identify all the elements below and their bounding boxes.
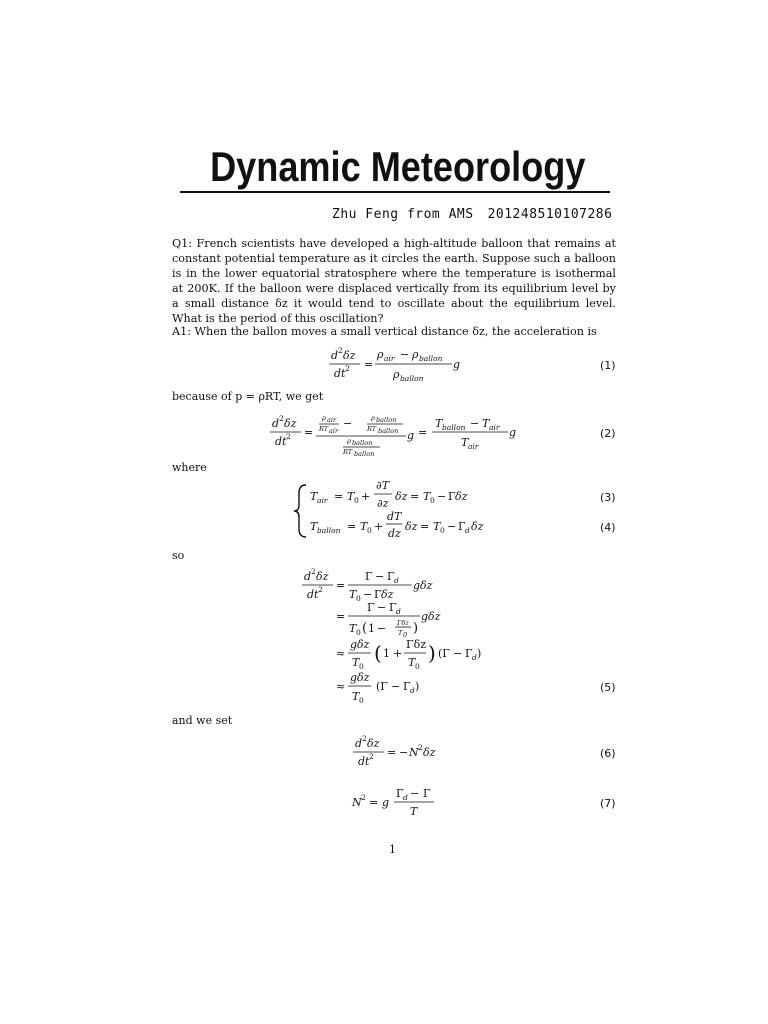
svg-text:T: T [352,690,360,703]
equation-6-tag: (6) [600,747,616,760]
svg-text:0: 0 [415,662,420,671]
equation-5 [302,567,616,705]
answer-1-intro: A1: When the ballon moves a small vertical distance δz, the acceleration is [172,325,597,338]
svg-text:2: 2 [311,567,316,576]
svg-text:ρ: ρ [322,414,326,422]
svg-text:−: − [391,680,401,693]
svg-text:Γ: Γ [387,570,395,583]
svg-text:ρ: ρ [412,348,419,361]
svg-text:=: = [336,610,346,623]
equation-5-tag: (5) [600,681,616,694]
svg-text:=: = [364,358,374,371]
svg-text:T: T [352,656,360,669]
svg-text:=: = [347,520,357,533]
svg-text:δz: δz [395,490,408,503]
svg-text:gδz: gδz [413,579,433,592]
svg-text:−: − [399,746,409,759]
svg-text:g: g [453,358,461,371]
svg-text:T: T [435,417,443,430]
svg-text:d: d [410,686,415,695]
svg-text:T: T [410,805,418,818]
svg-text:=: = [369,796,379,809]
svg-text:1: 1 [368,622,375,635]
svg-text:−: − [400,348,410,361]
svg-text:g: g [382,796,390,809]
equation-1 [329,346,616,383]
svg-text:d: d [465,526,470,535]
svg-text:T: T [423,490,431,503]
svg-text:d: d [396,607,401,616]
svg-text:air: air [468,442,479,451]
svg-text:δz: δz [455,490,468,503]
svg-text:−: − [377,601,387,614]
svg-text:Γδz: Γδz [406,638,427,651]
svg-text:=: = [336,579,346,592]
svg-text:−: − [343,417,353,430]
svg-text:g: g [407,429,415,442]
svg-text:Γ: Γ [389,601,397,614]
svg-text:): ) [477,647,482,660]
svg-text:δz: δz [471,520,484,533]
svg-text:ρ: ρ [347,437,351,445]
equation-2 [270,414,616,458]
svg-text:0: 0 [359,696,364,705]
svg-text:d: d [403,793,408,802]
svg-text:Γ: Γ [403,680,411,693]
svg-text:(Γ: (Γ [438,647,450,660]
svg-text:0: 0 [403,631,408,639]
svg-text:0: 0 [430,496,435,505]
because-text: because of p = ρRT, we get [172,390,324,403]
svg-text:gδz: gδz [350,671,370,684]
svg-text:gδz: gδz [421,610,441,623]
svg-text:δz: δz [381,588,394,601]
svg-text:Γ: Γ [423,787,431,800]
svg-text:δz: δz [367,737,380,750]
and-we-set-text: and we set [172,714,233,727]
svg-text:=: = [387,746,397,759]
svg-text:RT: RT [319,425,329,433]
equation-3-tag: (3) [600,491,616,504]
equation-6 [353,734,616,768]
svg-text:RT: RT [343,448,353,456]
svg-text:Γ: Γ [367,601,375,614]
svg-text:T: T [482,417,490,430]
svg-text:≈: ≈ [336,680,346,693]
svg-text:T: T [310,490,318,503]
svg-text:ρ: ρ [393,368,400,381]
svg-text:+: + [374,520,384,533]
svg-text:ballon: ballon [442,423,466,432]
svg-text:−: − [470,417,480,430]
svg-text:dT: dT [387,510,402,523]
svg-text:=: = [334,490,344,503]
svg-text:T: T [360,520,368,533]
equation-1-tag: (1) [600,359,616,372]
svg-text:air: air [384,354,395,363]
svg-text:0: 0 [356,628,361,637]
svg-text:air: air [317,496,328,505]
svg-text:δz: δz [284,417,297,430]
svg-text:T: T [349,588,357,601]
svg-text:ballon: ballon [354,450,375,458]
svg-text:−: − [453,647,463,660]
svg-text:Γ: Γ [448,490,456,503]
svg-text:T: T [398,629,403,637]
svg-text:d: d [394,576,399,585]
svg-text:2: 2 [279,414,284,423]
svg-text:dt: dt [334,367,346,380]
student-id: 201248510107286 [487,207,613,222]
svg-text:δz: δz [316,570,329,583]
svg-text:+: + [361,490,371,503]
svg-text:dt: dt [358,755,370,768]
equation-4-tag: (4) [600,521,616,534]
svg-text:air: air [327,416,337,424]
svg-text:−: − [375,570,385,583]
svg-text:−: − [410,787,420,800]
svg-text:T: T [310,520,318,533]
svg-text:ballon: ballon [400,374,424,383]
svg-text:0: 0 [440,526,445,535]
svg-text:0: 0 [367,526,372,535]
svg-text:=: = [420,520,430,533]
svg-text:): ) [428,641,436,665]
svg-text:d: d [331,349,339,362]
svg-text:air: air [489,423,500,432]
svg-text:): ) [413,621,419,636]
svg-text:ρ: ρ [371,414,375,422]
svg-text:2: 2 [318,585,323,594]
svg-text:=: = [304,426,314,439]
svg-text:−: − [447,520,457,533]
svg-text:Γ: Γ [374,588,382,601]
svg-text:−: − [437,490,447,503]
svg-text:δz: δz [423,746,436,759]
svg-text:=: = [418,426,428,439]
svg-text:2: 2 [286,432,291,441]
equation-system-3-4 [294,479,616,540]
svg-text:2: 2 [345,364,350,373]
svg-text:dt: dt [307,588,319,601]
svg-text:0: 0 [356,594,361,603]
svg-text:ballon: ballon [419,354,443,363]
where-text: where [172,461,207,474]
equation-2-tag: (2) [600,427,616,440]
svg-text:Γ: Γ [458,520,466,533]
svg-text:Γδz: Γδz [397,619,409,627]
svg-text:2: 2 [362,734,367,743]
svg-text:−: − [377,622,387,635]
svg-text:T: T [349,622,357,635]
svg-text:2: 2 [361,793,366,802]
svg-text:ballon: ballon [352,439,373,447]
svg-text:2: 2 [369,752,374,761]
so-text: so [172,549,185,562]
document-title: Dynamic Meteorology [210,143,586,190]
svg-text:Γ: Γ [396,787,404,800]
svg-text:∂T: ∂T [376,479,390,492]
svg-text:): ) [415,680,420,693]
svg-text:g: g [509,426,517,439]
svg-text:T: T [347,490,355,503]
svg-text:Γ: Γ [465,647,473,660]
page-number: 1 [389,843,396,856]
svg-text:(Γ: (Γ [376,680,388,693]
svg-text:dt: dt [275,435,287,448]
svg-text:0: 0 [359,662,364,671]
svg-text:−: − [363,588,373,601]
svg-text:δz: δz [405,520,418,533]
equation-7-tag: (7) [600,797,616,810]
svg-text:RT: RT [367,425,377,433]
svg-text:Γ: Γ [365,570,373,583]
svg-text:ballon: ballon [376,416,397,424]
svg-text:dz: dz [388,527,401,540]
svg-text:2: 2 [418,743,423,752]
svg-text:≈: ≈ [336,647,346,660]
equation-7 [351,787,616,818]
svg-text:δz: δz [343,349,356,362]
svg-text:gδz: gδz [350,638,370,651]
svg-text:=: = [410,490,420,503]
author-name: Zhu Feng from AMS [332,207,474,222]
svg-text:d: d [304,570,312,583]
question-1: Q1: French scientists have developed a high-altitude balloon that remains at constant potential temperature as it circles the earth. Suppose such a balloon is in the lower equatorial stratosphere where the temperature is isothermal at 200K. If the balloon were displaced vertically from its equilibrium level by a small distance δz it would tend to oscillate about the equilibrium level. What is the period of this oscillation? [172,237,616,325]
svg-text:air: air [329,427,339,435]
svg-text:0: 0 [354,496,359,505]
svg-text:d: d [472,653,477,662]
svg-text:T: T [433,520,441,533]
svg-text:d: d [355,737,363,750]
svg-text:+: + [393,647,403,660]
svg-text:N: N [409,746,419,759]
svg-text:(: ( [374,641,382,665]
svg-text:∂z: ∂z [377,497,389,510]
svg-text:ballon: ballon [317,526,341,535]
svg-text:1: 1 [383,647,390,660]
svg-text:N: N [352,796,362,809]
svg-text:ρ: ρ [377,348,384,361]
svg-text:(: ( [362,621,368,636]
svg-text:d: d [272,417,280,430]
svg-text:ballon: ballon [378,427,399,435]
svg-text:T: T [408,656,416,669]
svg-text:T: T [461,436,469,449]
svg-text:2: 2 [338,346,343,355]
